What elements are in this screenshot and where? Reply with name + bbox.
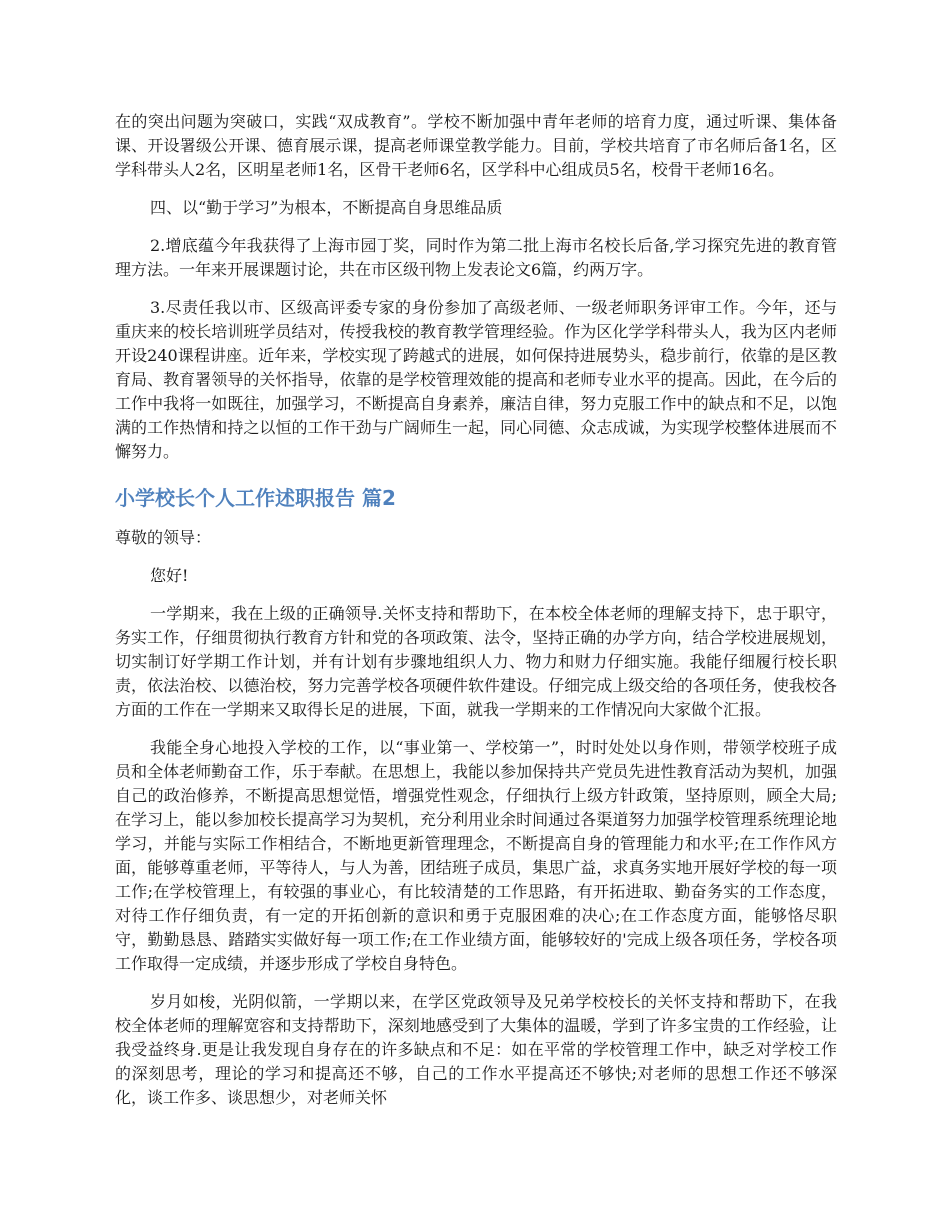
salutation: 尊敬的领导： (115, 528, 212, 547)
section1-intro-paragraph: 在的突出问题为突破口，实践“双成教育”。学校不断加强中青年老师的培育力度，通过听课、集体备课、开设署级公开课、德育展示课，提高老师课堂教学能力。目前，学校共培育了市名师后备1名，区学科带头人2名，区明星老师1名，区骨干老师6名，区学科中心组成员5名，校骨干老师16名。 (115, 112, 837, 179)
section1-item-two: 2.增底蕴今年我获得了上海市园丁奖，同时作为第二批上海市名校长后备,学习探究先进的教育管理方法。一年来开展课题讨论，共在市区级刊物上发表论文6篇，约两万字。 (115, 236, 837, 279)
document-page (115, 110, 837, 1110)
section2-paragraph-1: 一学期来，我在上级的正确领导.关怀支持和帮助下，在本校全体老师的理解支持下，忠于职守，务实工作，仔细贯彻执行教育方针和党的各项政策、法令，坚持正确的办学方向，结合学校进展规划，切实制订好学期工作计划，并有计划有步骤地组织人力、物力和财力仔细实施。我能仔细履行校长职责，依法治校、以德治校，努力完善学校各项硬件软件建设。仔细完成上级交给的各项任务，使我校各方面的工作在一学期来又取得长足的进展，下面，就我一学期来的工作情况向大家做个汇报。 (115, 604, 837, 719)
section1-item-four: 四、以“勤于学习”为根本，不断提高自身思维品质 (150, 198, 503, 217)
section2-title: 小学校长个人工作述职报告 篇2 (115, 486, 396, 510)
greeting: 您好! (150, 566, 189, 585)
section2-paragraph-2: 我能全身心地投入学校的工作，以“事业第一、学校第一”，时时处处以身作则，带领学校班子成员和全体老师勤奋工作，乐于奉献。在思想上，我能以参加保持共产党员先进性教育活动为契机，加强自己的政治修养，不断提高思想觉悟，增强党性观念，仔细执行上级方针政策，坚持原则，顾全大局;在学习上，能以参加校长提高学习为契机，充分利用业余时间通过各渠道努力加强学校管理系统理论地学习，并能与实际工作相结合，不断地更新管理理念，不断提高自身的管理能力和水平;在工作作风方面，能够尊重老师，平等待人，与人为善，团结班子成员，集思广益，求真务实地开展好学校的每一项工作;在学校管理上，有较强的事业心，有比较清楚的工作思路，有开拓进取、勤奋务实的工作态度，对待工作仔细负责，有一定的开拓创新的意识和勇于克服困难的决心;在工作态度方面，能够恪尽职守，勤勤恳恳、踏踏实实做好每一项工作;在工作业绩方面，能够较好的'完成上级各项任务，学校各项工作取得一定成绩，并逐步形成了学校自身特色。 (115, 738, 837, 973)
section1-item-three: 3.尽责任我以市、区级高评委专家的身份参加了高级老师、一级老师职务评审工作。今年，还与重庆来的校长培训班学员结对，传授我校的教育教学管理经验。作为区化学学科带头人，我为区内老师开设240课程讲座。近年来，学校实现了跨越式的进展，如何保持进展势头，稳步前行，依靠的是区教育局、教育署领导的关怀指导，依靠的是学校管理效能的提高和老师专业水平的提高。因此，在今后的工作中我将一如既往，加强学习，不断提高自身素养，廉洁自律，努力克服工作中的缺点和不足，以饱满的工作热情和持之以恒的工作干劲与广阔师生一起，同心同德、众志成诚，为实现学校整体进展而不懈努力。 (115, 298, 837, 461)
section2-paragraph-3: 岁月如梭，光阴似箭，一学期以来，在学区党政领导及兄弟学校校长的关怀支持和帮助下，在我校全体老师的理解宽容和支持帮助下，深刻地感受到了大集体的温暖，学到了许多宝贵的工作经验，让我受益终身.更是让我发现自身存在的许多缺点和不足：如在平常的学校管理工作中，缺乏对学校工作的深刻思考，理论的学习和提高还不够，自己的工作水平提高还不够快;对老师的思想工作还不够深化，谈工作多、谈思想少，对老师关怀 (115, 992, 837, 1107)
